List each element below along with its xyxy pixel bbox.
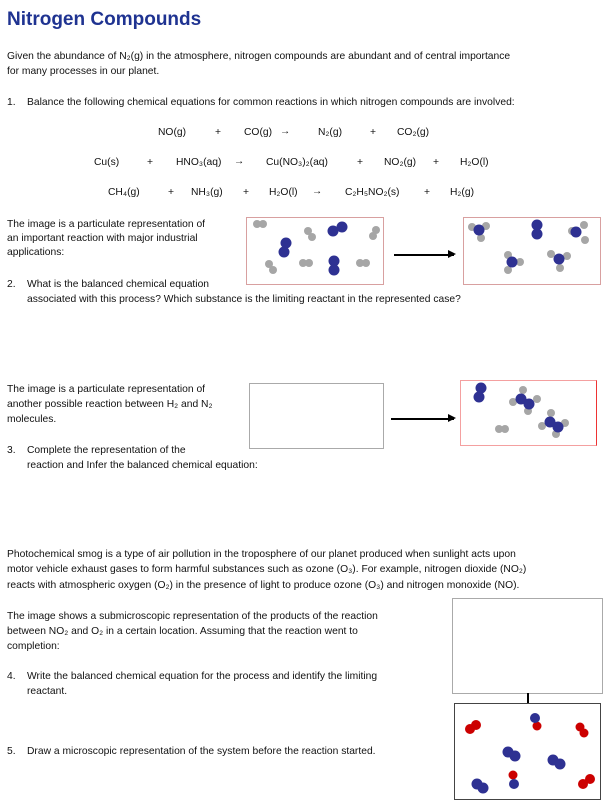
eq-plus: + <box>215 127 222 138</box>
eq-arrow: → <box>312 186 323 197</box>
submicro-line-1: The image shows a submicroscopic representation of the products of the reaction <box>7 611 378 622</box>
eq-term: Cu(s) <box>94 157 120 168</box>
q1-number: 1. <box>7 97 16 108</box>
eq-plus: + <box>243 187 250 198</box>
eq-term: H₂O(l) <box>269 187 298 198</box>
reactant-molecules-image <box>247 218 383 284</box>
eq-plus: + <box>147 157 154 168</box>
eq-plus: + <box>433 157 440 168</box>
q2-line-1: What is the balanced chemical equation <box>27 279 210 290</box>
eq-arrow: → <box>280 126 291 137</box>
page-title: Nitrogen Compounds <box>7 9 202 30</box>
q5-number: 5. <box>7 746 16 757</box>
eq-term: HNO₃(aq) <box>176 157 222 168</box>
q3-number: 3. <box>7 445 16 456</box>
submicro-line-2: between NO₂ and O₂ in a certain location. Assuming that the reaction went to <box>7 626 358 637</box>
reaction-arrow-2 <box>391 418 454 420</box>
reactants-drawing-box[interactable] <box>249 383 384 449</box>
eq-term: NO₂(g) <box>384 157 417 168</box>
eq-term: H₂O(l) <box>460 157 489 168</box>
smog-line-3: reacts with atmospheric oxygen (O₂) in the presence of light to produce ozone (O₃) and nitrogen monoxide (NO). <box>7 580 520 591</box>
eq-term: C₂H₅NO₂(s) <box>345 187 400 198</box>
q2-number: 2. <box>7 279 16 290</box>
q2-line-2: associated with this process? Which substance is the limiting reactant in the represented case? <box>27 294 461 305</box>
submicro-line-3: completion: <box>7 641 60 652</box>
eq-term: CH₄(g) <box>108 187 140 198</box>
eq-term: N₂(g) <box>318 127 343 138</box>
product-molecules-image-3 <box>455 704 600 799</box>
product-molecules-image-2 <box>461 381 596 445</box>
q4-line-2: reactant. <box>27 686 68 697</box>
eq-plus: + <box>370 127 377 138</box>
eq-plus: + <box>357 157 364 168</box>
smog-line-1: Photochemical smog is a type of air pollution in the troposphere of our planet produced when sunlight acts upon <box>7 549 516 560</box>
eq-term: NO(g) <box>158 127 187 138</box>
eq-term: CO(g) <box>244 127 273 138</box>
intro-line-2: for many processes in our planet. <box>7 66 160 77</box>
eq-plus: + <box>168 187 175 198</box>
eq-term: CO₂(g) <box>397 127 430 138</box>
reactants-box-1 <box>246 217 384 285</box>
q4-number: 4. <box>7 671 16 682</box>
particulate2-line-3: molecules. <box>7 414 57 425</box>
intro-line-1: Given the abundance of N₂(g) in the atmosphere, nitrogen compounds are abundant and of central importance <box>7 51 511 62</box>
products-box-3 <box>454 703 601 800</box>
eq-plus: + <box>424 187 431 198</box>
q3-line-1: Complete the representation of the <box>27 445 186 456</box>
q4-line-1: Write the balanced chemical equation for the process and identify the limiting <box>27 671 378 682</box>
products-box-2 <box>460 380 597 446</box>
particulate1-line-2: an important reaction with major industrial <box>7 233 198 244</box>
q1-text: Balance the following chemical equations for common reactions in which nitrogen compounds are involved: <box>27 97 515 108</box>
reaction-arrow-1 <box>394 254 454 256</box>
products-box-1 <box>463 217 601 285</box>
particulate1-line-1: The image is a particulate representation of <box>7 219 206 230</box>
eq-term: Cu(NO₃)₂(aq) <box>266 157 328 168</box>
particulate1-line-3: applications: <box>7 247 65 258</box>
reactants-drawing-box-2[interactable] <box>452 598 603 694</box>
q5-text: Draw a microscopic representation of the system before the reaction started. <box>27 746 376 757</box>
smog-line-2: motor vehicle exhaust gases to form harmful substances such as ozone (O₃). For example, nitrogen dioxide (NO₂) <box>7 564 527 575</box>
eq-term: H₂(g) <box>450 187 475 198</box>
product-molecules-image <box>464 218 600 284</box>
particulate2-line-1: The image is a particulate representation of <box>7 384 206 395</box>
eq-arrow: → <box>234 156 245 167</box>
q3-line-2: reaction and Infer the balanced chemical equation: <box>27 460 258 471</box>
eq-term: NH₃(g) <box>191 187 223 198</box>
particulate2-line-2: another possible reaction between H₂ and N₂ <box>7 399 213 410</box>
